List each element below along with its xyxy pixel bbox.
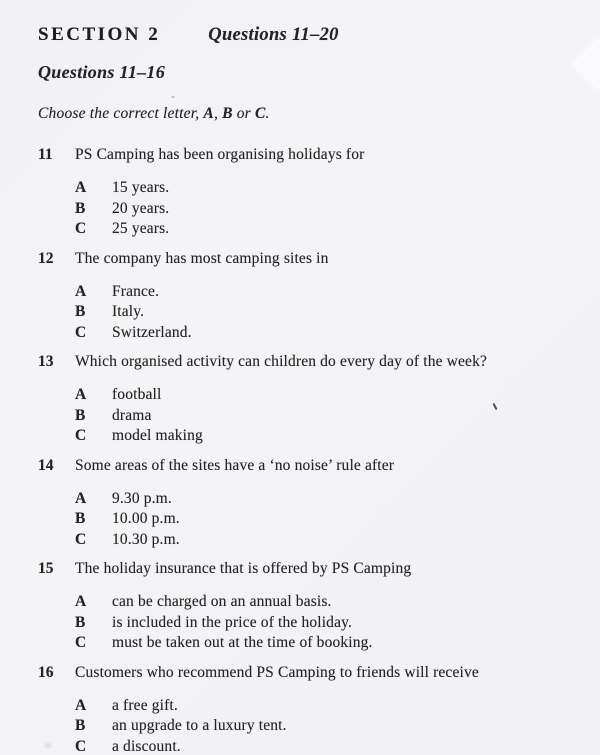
question-number: 14: [38, 456, 54, 474]
option-letter: A: [75, 489, 87, 507]
question-number: 12: [38, 249, 54, 267]
option-text: 10.00 p.m.: [112, 510, 180, 527]
option-letter: C: [75, 323, 87, 341]
option-text: a free gift.: [112, 696, 178, 714]
scan-artifact-corner-diamond: [573, 39, 600, 90]
option-text: 15 years.: [112, 179, 170, 196]
question-number: 13: [38, 353, 54, 370]
question-stem: The company has most camping sites in: [75, 249, 329, 267]
option-row: [75, 178, 570, 199]
option-letter: A: [75, 593, 87, 610]
option-letter: B: [75, 303, 86, 320]
option-text: can be charged on an annual basis.: [112, 593, 332, 610]
option-letter: B: [75, 199, 86, 217]
option-row: [75, 282, 570, 303]
option-row: [75, 385, 570, 406]
option-row: [75, 302, 570, 323]
question-number: 16: [38, 663, 54, 681]
option-letter: C: [75, 427, 87, 444]
instruction-letter-b: B: [222, 105, 233, 122]
question-11: [38, 145, 570, 240]
option-text: 20 years.: [112, 199, 170, 217]
option-text: football: [112, 386, 162, 403]
option-row: [75, 509, 570, 530]
question-12: [38, 249, 570, 344]
question-15: [38, 559, 570, 654]
instruction-sep1: ,: [213, 105, 223, 122]
question-stem: Customers who recommend PS Camping to friends will receive: [75, 663, 479, 681]
option-text: France.: [112, 282, 160, 300]
option-letter: A: [75, 696, 87, 714]
section-title: SECTION 2: [38, 24, 161, 45]
scan-artifact-dot: [171, 96, 175, 98]
instruction-line: [38, 105, 570, 123]
option-letter: B: [75, 510, 86, 527]
instruction-end: .: [265, 105, 270, 122]
question-stem: Which organised activity can children do every day of the week?: [75, 353, 488, 370]
option-row: [75, 219, 570, 240]
option-text: 10.30 p.m.: [112, 530, 180, 548]
option-text: model making: [112, 427, 203, 444]
option-row: [75, 613, 570, 634]
question-stem: Some areas of the sites have a ‘no noise’ rule after: [75, 456, 395, 474]
option-row: [75, 696, 570, 717]
option-text: is included in the price of the holiday.: [112, 613, 353, 631]
option-row: [75, 426, 570, 447]
option-row: [75, 489, 570, 510]
option-letter: C: [75, 220, 87, 237]
option-text: Italy.: [112, 303, 145, 320]
section-header: [38, 24, 570, 46]
question-13: [38, 352, 570, 447]
option-letter: A: [75, 179, 87, 196]
question-14: [38, 456, 570, 551]
option-row: [75, 633, 570, 654]
option-letter: B: [75, 613, 86, 631]
option-text: Switzerland.: [112, 323, 192, 341]
option-letter: B: [75, 717, 86, 734]
question-number: 15: [38, 560, 54, 577]
option-letter: B: [75, 406, 86, 424]
instruction-letter-c: C: [254, 105, 266, 122]
subsection-title: Questions 11–16: [38, 62, 166, 82]
option-text: a discount.: [112, 737, 181, 755]
option-row: [75, 199, 570, 220]
instruction-pre: Choose the correct letter,: [38, 105, 204, 122]
scan-artifact-smudge: [44, 744, 52, 747]
option-letter: C: [75, 634, 87, 651]
instruction-sep2: or: [232, 105, 255, 122]
option-text: 25 years.: [112, 220, 170, 237]
option-text: an upgrade to a luxury tent.: [112, 717, 287, 734]
option-letter: A: [75, 282, 87, 300]
question-16: [38, 663, 570, 755]
option-letter: C: [75, 530, 87, 548]
instruction-letter-a: A: [203, 105, 214, 122]
question-number: 11: [38, 146, 53, 163]
option-row: [75, 592, 570, 613]
option-row: [75, 716, 570, 737]
question-stem: The holiday insurance that is offered by PS Camping: [75, 560, 412, 577]
question-stem: PS Camping has been organising holidays for: [75, 146, 365, 163]
option-row: [75, 530, 570, 551]
section-question-range: Questions 11–20: [208, 25, 339, 45]
option-letter: A: [75, 386, 87, 403]
option-text: must be taken out at the time of booking.: [112, 634, 373, 651]
option-row: [75, 323, 570, 344]
option-text: drama: [112, 406, 152, 424]
option-letter: C: [75, 737, 87, 755]
option-text: 9.30 p.m.: [112, 489, 172, 507]
option-row: [75, 737, 570, 755]
